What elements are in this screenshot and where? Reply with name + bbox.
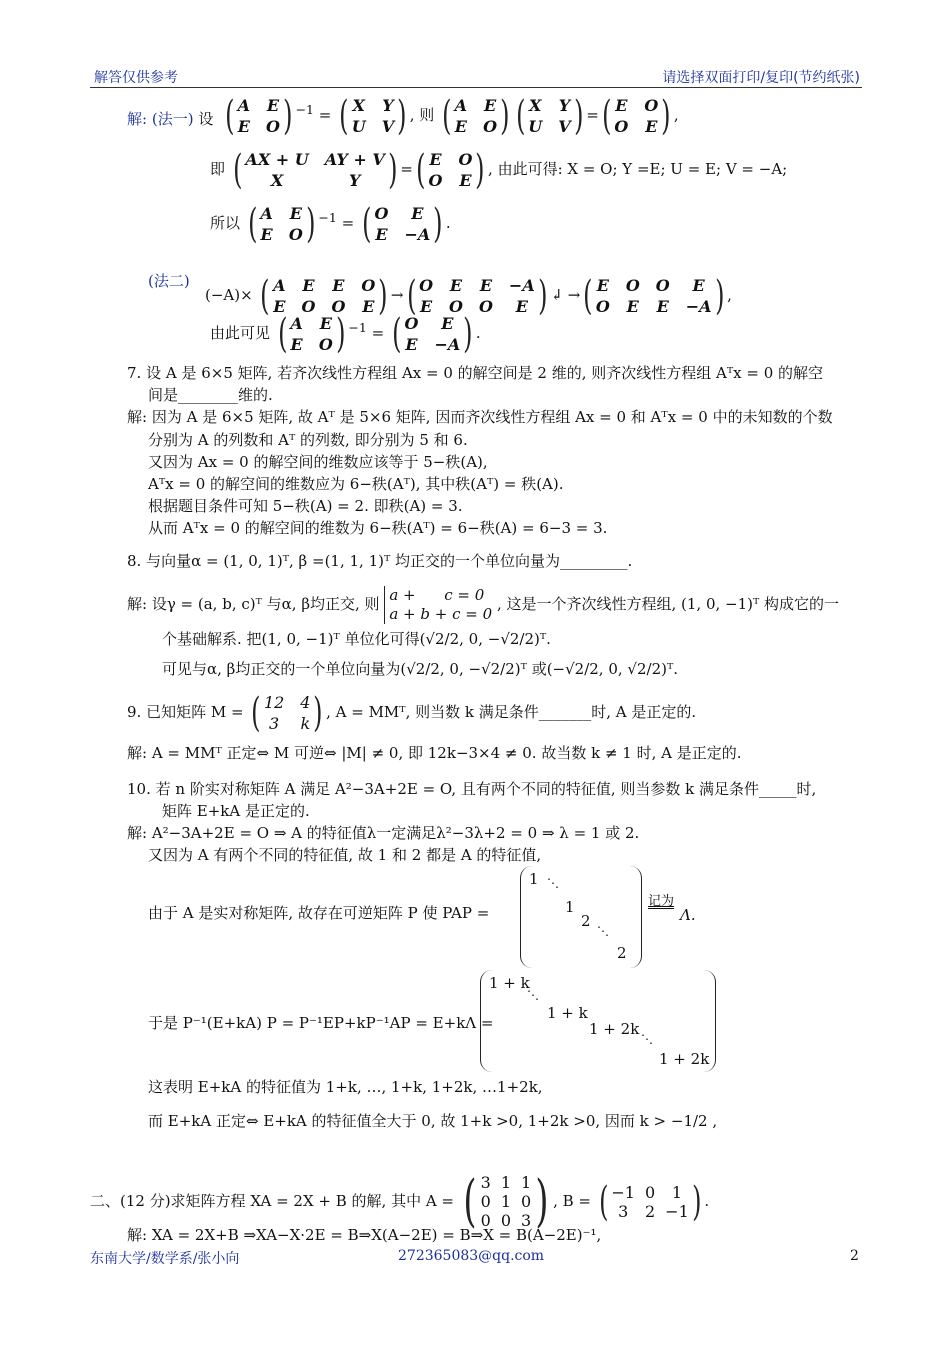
q7-sol6: 从而 Aᵀx = 0 的解空间的维数为 6−秩(Aᵀ) = 6−秩(A) = 6−3 = 3. (148, 519, 608, 537)
q7-sol3: 又因为 Ax = 0 的解空间的维数应该等于 5−秩(A), (148, 453, 488, 471)
q7-line1: 7. 设 A 是 6×5 矩阵, 若齐次线性方程组 Ax = 0 的解空间是 2 维的, 则齐次线性方程组 Aᵀx = 0 的解空 (127, 364, 824, 382)
q8-sol3: 可见与α, β均正交的一个单位向量为(√2/2, 0, −√2/2)ᵀ 或(−√2/2, 0, √2/2)ᵀ. (162, 660, 679, 678)
b-entry: −1 (611, 1182, 635, 1202)
diag-matrix-2: 1 + k ⋱ 1 + k 1 + 2k ⋱ 1 + 2k (480, 970, 716, 1072)
q9-line1: 9. 已知矩阵 M = ( 12 4 3 k ) , A = MMᵀ, 则当数 k 满足条件_______时, A 是正定的. (127, 690, 697, 737)
text: (−A)× (205, 286, 253, 304)
q7-line2: 间是________维的. (148, 386, 273, 404)
q7-sol2: 分别为 A 的列数和 Aᵀ 的列数, 即分别为 5 和 6. (148, 431, 468, 449)
footer-email: 272365083@qq.com (398, 1248, 545, 1264)
matrix-eq1: ( A E E O ) $^{-1}$ = ( X Y U V ) , 则 ( A E E O ) ( X Y U V ) = ( E O O E ) , (225, 93, 679, 140)
text: 解: 设γ = (a, b, c)ᵀ 与α, β均正交, 则 (127, 594, 380, 613)
q10-line2: 矩阵 E+kA 是正定的. (162, 802, 310, 820)
q10-sol2: 又因为 A 有两个不同的特征值, 故 1 和 2 都是 A 的特征值, (148, 846, 542, 864)
sol6-line1 (127, 110, 213, 128)
text: 由此可见 (210, 324, 271, 343)
a-entry: 1 (500, 1192, 512, 1212)
text: 即 (210, 160, 226, 179)
matrix-eq2: 即 ( AX + U AY + V X Y ) = ( E O O E ) , 由此可得: X = O; Y =E; U = E; V = −A; (210, 147, 788, 194)
diag-matrix-1: 1 ⋱ 1 2 ⋱ 2 (520, 866, 642, 968)
q10-sol4: 于是 P⁻¹(E+kA) P = P⁻¹EP+kP⁻¹AP = E+kΛ = (148, 1014, 494, 1032)
equation-1: a + c = 0 (389, 586, 485, 604)
entry: 1 + k (489, 974, 530, 992)
text: 所以 (210, 214, 241, 233)
q8-sol1 (127, 586, 839, 624)
a-entry: 3 (521, 1211, 532, 1231)
b-entry: 3 (618, 1201, 629, 1221)
entry: 1 + 2k (659, 1050, 710, 1068)
b-entry: −1 (665, 1201, 689, 1221)
method-one-label: : (法一) (142, 110, 194, 128)
equation-2: a + b + c = 0 (389, 604, 493, 623)
m-entry: 3 (269, 714, 280, 734)
q10-sol1: 解: A²−3A+2E = O ⇒ A 的特征值λ一定满足λ²−3λ+2 = 0 ⇒ λ = 1 或 2. (127, 824, 640, 842)
header-left: 解答仅供参考 (94, 70, 178, 86)
q7-sol4: Aᵀx = 0 的解空间的维数应为 6−秩(Aᵀ), 其中秩(Aᵀ) = 秩(A). (148, 475, 564, 493)
m-entry: 4 (300, 693, 311, 712)
a-entry: 1 (500, 1173, 512, 1192)
q8-line1: 8. 与向量α = (1, 0, 1)ᵀ, β =(1, 1, 1)ᵀ 均正交的一个单位向量为_________. (127, 552, 633, 570)
matrix-eq5: 由此可见 ( A E E O ) $^{-1}$ = ( O E E −A ) . (210, 311, 481, 358)
page-number: 2 (850, 1248, 859, 1264)
a-entry: 1 (521, 1173, 532, 1192)
text: 二、(12 分)求矩阵方程 XA = 2X + B 的解, 其中 A = (90, 1191, 455, 1210)
entry: 1 (529, 870, 539, 888)
q9-sol1: 解: A = MMᵀ 正定⇔ M 可逆⇔ |M| ≠ 0, 即 12k−3×4 ≠ 0. 故当数 k ≠ 1 时, A 是正定的. (127, 744, 742, 762)
a-entry: 0 (480, 1192, 491, 1212)
text: 则 (419, 106, 435, 125)
text: , A = MMᵀ, 则当数 k 满足条件_______时, A 是正定的. (326, 703, 697, 722)
q7-sol1: 解: 因为 A 是 6×5 矩阵, 故 Aᵀ 是 5×6 矩阵, 因而齐次线性方程组 Ax = 0 和 Aᵀx = 0 中的未知数的个数 (127, 408, 833, 426)
b-entry: 2 (644, 1201, 656, 1221)
part2-sol1: 解: XA = 2X+B ⇒XA−X·2E = B⇒X(A−2E) = B⇒X = B(A−2E)⁻¹, (127, 1226, 602, 1244)
q10-sol3: 由于 A 是实对称矩阵, 故存在可逆矩阵 P 使 PAP = (148, 904, 490, 922)
a-entry: 0 (480, 1211, 491, 1231)
text: 由此可得: X = O; Y =E; U = E; V = −A; (497, 160, 788, 179)
text: 设 (198, 110, 214, 128)
solution-label: 解 (127, 110, 143, 128)
matrix-eq4: (−A)× ( A E E O E O O E ) → ( O E E −A E O O E ) ↲ → ( E O O E O E E −A ) , (205, 258, 732, 316)
matrix-eq3: 所以 ( A E E O ) $^{-1}$ = ( O E E −A ) . (210, 201, 451, 248)
entry: 2 (581, 912, 591, 930)
b-entry: 0 (644, 1182, 656, 1202)
entry: 1 + 2k (589, 1020, 640, 1038)
method-two-label: (法二) (148, 272, 190, 290)
a-entry: 0 (500, 1211, 512, 1231)
header-rule (90, 87, 862, 88)
text: , B = (553, 1191, 591, 1210)
entry: 1 + k (547, 1004, 588, 1022)
q8-sol2: 个基础解系. 把(1, 0, −1)ᵀ 单位化可得(√2/2, 0, −√2/2)ᵀ. (162, 630, 551, 648)
lambda-label: Λ. (680, 906, 696, 924)
note-label: 记为 (648, 894, 675, 909)
entry: 2 (617, 944, 627, 962)
q10-sol6: 而 E+kA 正定⇔ E+kA 的特征值全大于 0, 故 1+k >0, 1+2k >0, 因而 k > −1/2 , (148, 1112, 718, 1130)
footer-left: 东南大学/数学系/张小向 (90, 1251, 240, 1267)
entry: 1 (565, 898, 575, 916)
part2-line1: 二、(12 分)求矩阵方程 XA = 2X + B 的解, 其中 A = ( 3 1 1 0 1 0 0 0 3 ) , B = ( −1 0 1 3 2 −1 ) . (90, 1168, 710, 1234)
q10-line1: 10. 若 n 阶实对称矩阵 A 满足 A²−3A+2E = O, 且有两个不同的特征值, 则当参数 k 满足条件_____时, (127, 780, 817, 798)
header-right: 请选择双面打印/复印(节约纸张) (662, 70, 860, 86)
text: , 这是一个齐次线性方程组, (1, 0, −1)ᵀ 构成它的一 (496, 594, 840, 613)
text: 9. 已知矩阵 M = (127, 703, 244, 722)
m-entry: 12 (263, 693, 285, 712)
m-entry: k (300, 714, 311, 734)
q10-sol5: 这表明 E+kA 的特征值为 1+k, …, 1+k, 1+2k, …1+2k, (148, 1078, 543, 1096)
a-entry: 0 (521, 1192, 532, 1212)
b-entry: 1 (671, 1182, 683, 1202)
q7-sol5: 根据题目条件可知 5−秩(A) = 2. 即秩(A) = 3. (148, 497, 463, 515)
a-entry: 3 (480, 1173, 491, 1192)
